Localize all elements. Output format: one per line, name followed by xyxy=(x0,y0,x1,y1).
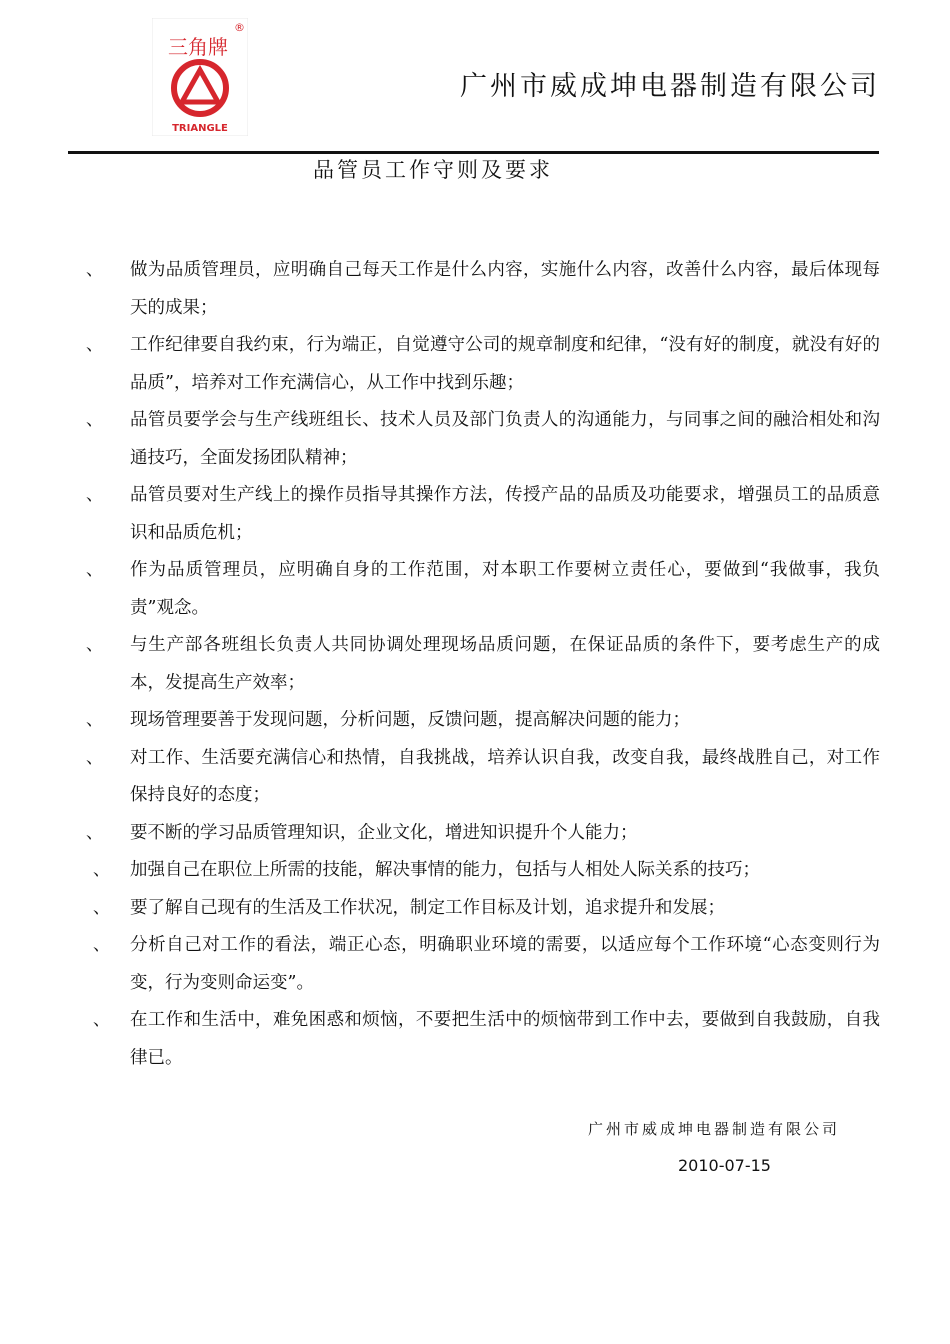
item-text: 工作纪律要自我约束，行为端正，自觉遵守公司的规章制度和纪律，“没有好的制度，就没有好的品质”，培养对工作充满信心，从工作中找到乐趣； xyxy=(130,335,880,393)
item-bullet: 、 xyxy=(93,1010,110,1030)
logo-brand-text: 三角牌 xyxy=(168,35,228,59)
item-text: 对工作、生活要充满信心和热情，自我挑战，培养认识自我，改变自我，最终战胜自己，对工作保持良好的态度； xyxy=(130,747,880,805)
item-bullet: 、 xyxy=(86,410,103,430)
item-bullet: 、 xyxy=(86,635,103,655)
item-text: 要不断的学习品质管理知识，企业文化，增进知识提升个人能力； xyxy=(130,822,638,843)
list-item xyxy=(0,890,950,928)
rule-list xyxy=(0,252,950,1077)
list-item xyxy=(0,852,950,890)
item-text: 现场管理要善于发现问题，分析问题，反馈问题，提高解决问题的能力； xyxy=(130,710,690,730)
item-bullet: 、 xyxy=(93,935,110,955)
list-item xyxy=(0,477,950,552)
item-text: 品管员要学会与生产线班组长、技术人员及部门负责人的沟通能力，与同事之间的融洽相处和沟通技巧，全面发扬团队精神； xyxy=(130,410,880,468)
list-item xyxy=(0,702,950,740)
list-item xyxy=(0,402,950,477)
item-text: 品管员要对生产线上的操作员指导其操作方法，传授产品的品质及功能要求，增强员工的品质意识和品质危机； xyxy=(130,485,880,543)
logo-registered-mark: ® xyxy=(234,21,245,34)
item-text: 加强自己在职位上所需的技能，解决事情的能力，包括与人相处人际关系的技巧； xyxy=(130,860,760,880)
item-text: 在工作和生活中，难免困惑和烦恼，不要把生活中的烦恼带到工作中去，要做到自我鼓励，自我律已。 xyxy=(130,1010,880,1068)
document-date: 2010-07-15 xyxy=(678,1156,771,1175)
logo-english-text: TRIANGLE xyxy=(172,123,228,134)
item-bullet: 、 xyxy=(93,860,110,880)
list-item xyxy=(0,740,950,815)
document-title: 品管员工作守则及要求 xyxy=(313,158,553,182)
item-bullet: 、 xyxy=(86,710,103,730)
item-bullet: 、 xyxy=(86,747,103,768)
item-text: 与生产部各班组长负责人共同协调处理现场品质问题，在保证品质的条件下，要考虑生产的成本，发提高生产效率； xyxy=(130,635,880,693)
item-text: 要了解自己现有的生活及工作状况，制定工作目标及计划，追求提升和发展； xyxy=(130,897,725,918)
item-bullet: 、 xyxy=(86,335,103,355)
list-item xyxy=(0,252,950,327)
company-name: 广州市威成坤电器制造有限公司 xyxy=(460,71,880,102)
list-item xyxy=(0,927,950,1002)
list-item xyxy=(0,327,950,402)
item-bullet: 、 xyxy=(86,560,103,580)
item-bullet: 、 xyxy=(86,485,103,505)
list-item xyxy=(0,815,950,853)
item-bullet: 、 xyxy=(86,822,103,843)
item-text: 作为品质管理员，应明确自身的工作范围，对本职工作要树立责任心，要做到“我做事，我负责”观念。 xyxy=(130,560,880,618)
item-bullet: 、 xyxy=(86,260,103,280)
item-bullet: 、 xyxy=(93,897,110,918)
list-item xyxy=(0,1002,950,1077)
item-text: 分析自己对工作的看法，端正心态，明确职业环境的需要，以适应每个工作环境“心态变则行为变，行为变则命运变”。 xyxy=(130,935,880,993)
company-logo xyxy=(152,18,248,136)
list-item xyxy=(0,627,950,702)
list-item xyxy=(0,552,950,627)
signature-company: 广州市威成坤电器制造有限公司 xyxy=(588,1120,841,1138)
item-text: 做为品质管理员，应明确自己每天工作是什么内容，实施什么内容，改善什么内容，最后体现每天的成果； xyxy=(130,260,880,318)
